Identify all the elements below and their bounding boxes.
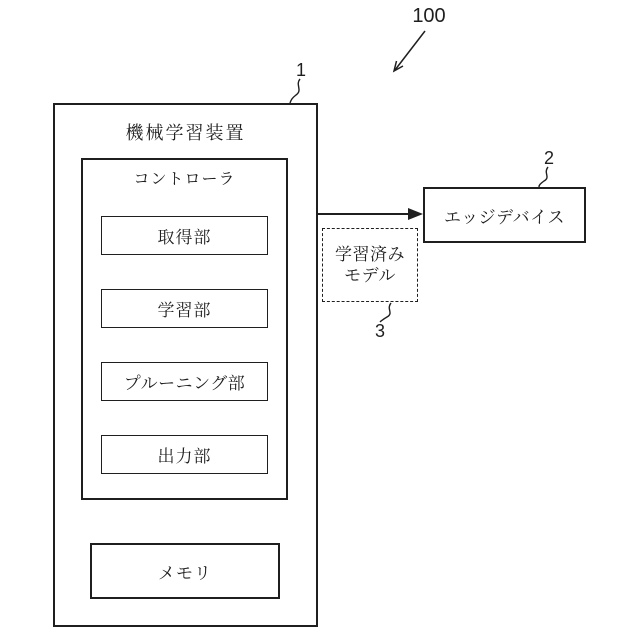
edge-device-box: [423, 187, 586, 243]
ref-label-1: 1: [295, 60, 306, 80]
pruning-unit-box: [101, 362, 268, 401]
ref-label-3: 3: [374, 321, 385, 341]
ref-label-2: 2: [543, 148, 554, 168]
learning-unit-label: 学習部: [157, 301, 212, 320]
output-unit-label: 出力部: [157, 447, 212, 466]
pruning-unit-label: プルーニング部: [123, 374, 246, 393]
acquisition-unit-box: [101, 216, 268, 255]
controller-label: コントローラ: [133, 171, 236, 188]
leader-1: [290, 79, 300, 103]
memory-box: [90, 543, 280, 599]
leader-2: [539, 167, 548, 187]
edge-device-label: エッジデバイス: [444, 207, 565, 227]
ref-100-arrow: [395, 31, 425, 70]
trained-model-label-line1: 学習済み: [335, 245, 405, 264]
machine-learning-device-label: 機械学習装置: [125, 123, 246, 143]
device-to-edge-arrowhead-icon: [408, 208, 423, 220]
memory-label: メモリ: [158, 563, 212, 583]
trained-model-label-line2: モデル: [344, 266, 396, 285]
leader-3: [380, 303, 391, 322]
learning-unit-box: [101, 289, 268, 328]
ref-label-100: 100: [412, 5, 446, 27]
output-unit-box: [101, 435, 268, 474]
acquisition-unit-label: 取得部: [157, 228, 212, 247]
trained-model-box: [322, 228, 418, 302]
